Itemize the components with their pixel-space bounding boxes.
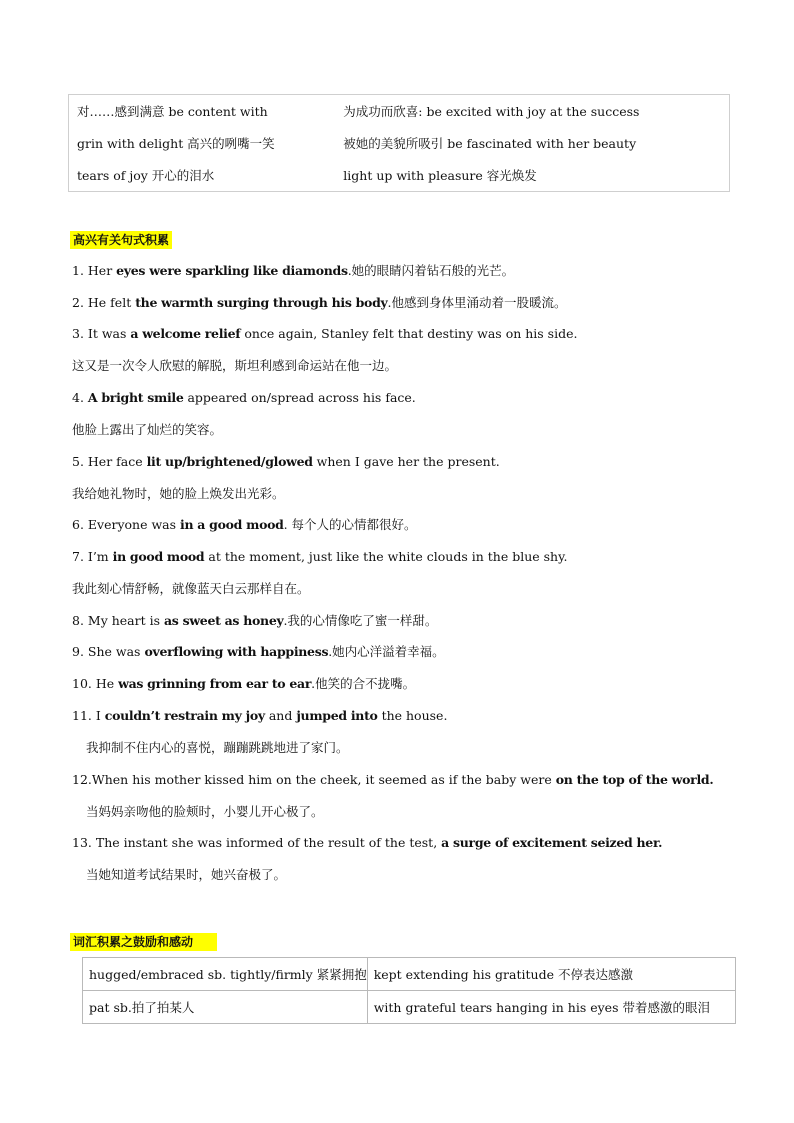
sentence-text: 13. The instant she was informed of the result of the test, — [72, 835, 442, 850]
sentence-text: .他感到身体里涌动着一股暖流。 — [387, 295, 567, 310]
sentence-line — [72, 516, 417, 534]
sentence-text: 我抑制不住内心的喜悦，蹦蹦跳跳地进了家门。 — [86, 740, 349, 755]
sentence-text: 我此刻心情舒畅，就像蓝天白云那样自在。 — [72, 581, 310, 596]
vocab-table — [68, 94, 730, 192]
highlighted-phrase: couldn’t restrain my joy — [104, 708, 265, 723]
sentence-text: at the moment, just like the white clouds in the blue shy. — [204, 549, 568, 564]
sentence-text: 5. Her face — [72, 454, 147, 469]
sentence-text: .她的眼睛闪着钻石般的光芒。 — [347, 263, 515, 278]
sentence-text: 11. I — [72, 708, 105, 723]
translation-line — [72, 485, 285, 503]
sentence-line — [72, 453, 500, 471]
sentence-line — [72, 325, 577, 343]
table-cell: grin with delight 高兴的咧嘴一笑 — [77, 136, 275, 151]
highlighted-phrase: as sweet as honey — [164, 613, 284, 628]
sentence-text: 1. Her — [72, 263, 117, 278]
sentence-text: once again, Stanley felt that destiny was on his side. — [240, 326, 578, 341]
sentence-text: 7. I’m — [72, 549, 113, 564]
highlighted-phrase: lit up/brightened/glowed — [146, 454, 313, 469]
table-cell: hugged/embraced sb. tightly/firmly 紧紧拥抱 — [83, 958, 368, 991]
sentence-text: 12.When his mother kissed him on the cheek, it seemed as if the baby were — [72, 772, 556, 787]
section-heading: 高兴有关句式积累 — [70, 231, 172, 249]
table-row — [83, 958, 736, 991]
table-row — [69, 95, 730, 128]
sentence-text: 他脸上露出了灿烂的笑容。 — [72, 422, 223, 437]
sentence-text: 8. My heart is — [72, 613, 164, 628]
sentence-text: and — [264, 708, 297, 723]
sentence-text: 4. — [72, 390, 88, 405]
sentence-text: 9. She was — [72, 644, 145, 659]
table-cell: 为成功而欣喜: be excited with joy at the success — [343, 104, 640, 119]
highlighted-phrase: A bright smile — [87, 390, 184, 405]
vocab-table-2 — [82, 957, 736, 1024]
highlighted-phrase: was grinning from ear to ear — [118, 676, 312, 691]
sentence-line — [72, 834, 662, 852]
translation-line — [72, 580, 310, 598]
table-cell: with grateful tears hanging in his eyes 带着感激的眼泪 — [367, 991, 735, 1024]
sentence-text: .他笑的合不拢嘴。 — [311, 676, 416, 691]
table-row — [83, 991, 736, 1024]
table-cell: 对……感到满意 be content with — [77, 104, 268, 119]
translation-line — [86, 866, 286, 884]
table-cell: kept extending his gratitude 不停表达感激 — [367, 958, 735, 991]
sentence-text: 当妈妈亲吻他的脸颊时，小婴儿开心极了。 — [86, 804, 324, 819]
highlighted-phrase: eyes were sparkling like diamonds — [116, 263, 348, 278]
table-cell: 被她的美貌所吸引 be fascinated with her beauty — [343, 136, 637, 151]
highlighted-phrase: overflowing with happiness — [144, 644, 329, 659]
table-cell: tears of joy 开心的泪水 — [77, 168, 215, 183]
table-row — [69, 159, 730, 192]
sentence-line — [72, 389, 416, 407]
sentence-text: .她内心洋溢着幸福。 — [328, 644, 445, 659]
sentence-text: 6. Everyone was — [72, 517, 181, 532]
translation-line — [72, 421, 222, 439]
sentence-text: . 每个人的心情都很好。 — [283, 517, 417, 532]
table-row — [69, 127, 730, 159]
translation-line — [86, 739, 349, 757]
sentence-text: .我的心情像吃了蜜一样甜。 — [283, 613, 438, 628]
sentence-line — [72, 262, 514, 280]
highlighted-phrase: on the top of the world. — [555, 772, 714, 787]
highlighted-phrase: in good mood — [112, 549, 205, 564]
sentence-text: 2. He felt — [72, 295, 136, 310]
sentence-text: the house. — [377, 708, 448, 723]
sentence-line — [72, 771, 713, 789]
sentence-line — [72, 548, 567, 566]
translation-line — [86, 803, 324, 821]
highlighted-phrase: the warmth surging through his body — [135, 295, 388, 310]
sentence-line — [72, 675, 415, 693]
sentence-text: 10. He — [72, 676, 119, 691]
sentence-text: appeared on/spread across his face. — [183, 390, 416, 405]
sentence-text: 当她知道考试结果时，她兴奋极了。 — [86, 867, 287, 882]
sentence-line — [72, 294, 566, 312]
table-cell: pat sb.拍了拍某人 — [83, 991, 368, 1024]
section-heading: 词汇积累之鼓励和感动 — [70, 933, 217, 951]
sentence-text: 3. It was — [72, 326, 131, 341]
highlighted-phrase: a welcome relief — [130, 326, 241, 341]
sentence-line — [72, 707, 447, 725]
translation-line — [72, 357, 397, 375]
sentence-line — [72, 612, 437, 630]
highlighted-phrase: in a good mood — [180, 517, 284, 532]
sentence-text: 我给她礼物时，她的脸上焕发出光彩。 — [72, 486, 285, 501]
table-cell: light up with pleasure 容光焕发 — [343, 168, 537, 183]
sentence-text: 这又是一次令人欣慰的解脱，斯坦利感到命运站在他一边。 — [72, 358, 398, 373]
highlighted-phrase: jumped into — [296, 708, 378, 723]
sentence-line — [72, 643, 445, 661]
highlighted-phrase: a surge of excitement seized her. — [441, 835, 663, 850]
sentence-text: when I gave her the present. — [312, 454, 500, 469]
